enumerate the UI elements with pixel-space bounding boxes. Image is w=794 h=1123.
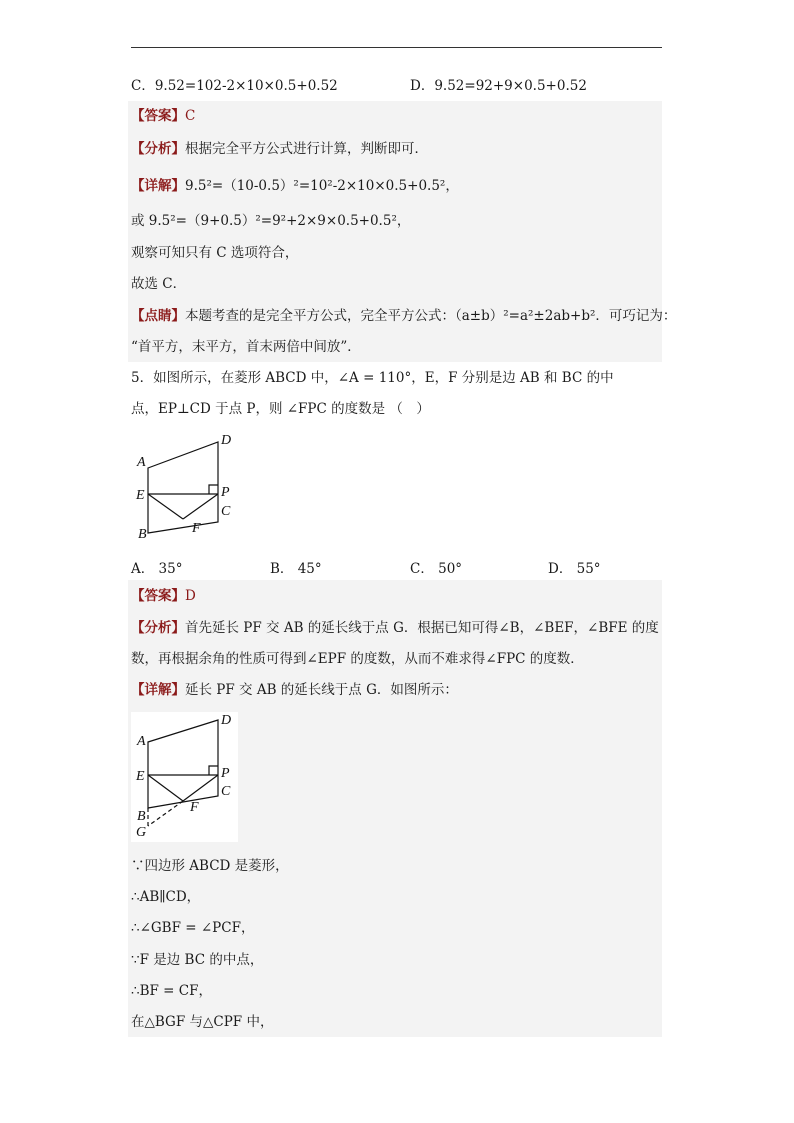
segment-ef xyxy=(148,494,183,519)
detail-text: 延长 PF 交 AB 的延长线于点 G．如图所示： xyxy=(185,682,458,698)
q5-step-6: 在△BGF 与△CPF 中， xyxy=(131,1014,274,1030)
rhombus-figure xyxy=(134,428,244,540)
q5-stem-2: 点，EP⊥CD 于点 P，则 ∠FPC 的度数是 （ ） xyxy=(131,401,430,417)
label-p: P xyxy=(221,485,230,500)
option-c-prev: C．9.52=102-2×10×0.5+0.52 xyxy=(131,78,338,94)
analysis-text: 首先延长 PF 交 AB 的延长线于点 G．根据已知可得∠B，∠BEF，∠BFE 的度 xyxy=(185,620,659,636)
header-rule xyxy=(131,47,662,48)
rhombus-shape xyxy=(148,442,218,533)
analysis-tag: 【分析】 xyxy=(131,620,185,636)
comment-tag: 【点睛】 xyxy=(131,308,185,324)
segment-fp xyxy=(183,494,218,519)
label-g: G xyxy=(136,825,147,840)
q4-detail-1 xyxy=(131,176,459,196)
detail-tag: 【详解】 xyxy=(131,178,185,194)
q4-detail-3: 观察可知只有 C 选项符合， xyxy=(131,245,299,261)
q4-comment-2: “首平方，末平方，首末两倍中间放”． xyxy=(131,339,361,355)
answer-tag: 【答案】 xyxy=(131,108,185,124)
q5-option-c: C． 50° xyxy=(410,561,463,577)
q5-option-d: D． 55° xyxy=(548,561,601,577)
q4-analysis xyxy=(131,139,428,159)
q5-step-1: ∵四边形 ABCD 是菱形， xyxy=(131,858,289,874)
option-d-prev: D．9.52=92+9×0.5+0.52 xyxy=(410,78,587,94)
rhombus-figure-extended xyxy=(134,710,244,840)
q5-answer xyxy=(131,586,196,606)
q5-step-4: ∵F 是边 BC 的中点， xyxy=(131,952,264,968)
label-b: B xyxy=(138,527,147,540)
q4-detail-4: 故选 C． xyxy=(131,276,187,292)
q4-answer xyxy=(131,106,195,126)
label-c: C xyxy=(221,784,231,799)
q5-option-a: A． 35° xyxy=(131,561,183,577)
label-a: A xyxy=(137,734,146,749)
label-c: C xyxy=(221,504,231,519)
right-angle-mark xyxy=(209,485,218,494)
q5-option-b: B． 45° xyxy=(270,561,322,577)
right-angle-mark xyxy=(209,766,218,775)
label-d: D xyxy=(221,433,232,448)
detail-tag: 【详解】 xyxy=(131,682,185,698)
q4-comment-1 xyxy=(131,306,676,326)
answer-value: D xyxy=(185,588,196,604)
label-b: B xyxy=(137,809,146,824)
q5-step-5: ∴BF = CF， xyxy=(131,983,212,999)
q5-analysis-2: 数，再根据余角的性质可得到∠EPF 的度数，从而不难求得∠FPC 的度数． xyxy=(131,651,584,667)
label-p: P xyxy=(221,766,230,781)
comment-text: 本题考查的是完全平方公式，完全平方公式：（a±b）²=a²±2ab+b²．可巧记为： xyxy=(185,308,677,324)
label-f: F xyxy=(192,521,201,536)
q5-stem-1: 5．如图所示，在菱形 ABCD 中，∠A = 110°，E，F 分别是边 AB 和 BC 的中 xyxy=(131,370,614,386)
answer-tag: 【答案】 xyxy=(131,588,185,604)
q5-step-2: ∴AB∥CD， xyxy=(131,889,201,905)
q5-analysis-1 xyxy=(131,618,659,638)
segment-ef xyxy=(148,775,183,801)
label-f: F xyxy=(190,800,199,815)
label-d: D xyxy=(221,713,232,728)
label-e: E xyxy=(136,488,145,503)
q4-detail-2: 或 9.5²=（9+0.5）²=9²+2×9×0.5+0.5²， xyxy=(131,213,411,229)
rhombus-shape xyxy=(148,720,218,808)
q5-detail xyxy=(131,680,458,700)
detail-text: 9.5²=（10-0.5）²=10²-2×10×0.5+0.5²， xyxy=(185,178,459,194)
analysis-text: 根据完全平方公式进行计算，判断即可． xyxy=(185,141,428,157)
label-e: E xyxy=(136,769,145,784)
q5-step-3: ∴∠GBF = ∠PCF， xyxy=(131,920,255,936)
analysis-tag: 【分析】 xyxy=(131,141,185,157)
label-a: A xyxy=(137,455,146,470)
answer-value: C xyxy=(185,108,196,124)
